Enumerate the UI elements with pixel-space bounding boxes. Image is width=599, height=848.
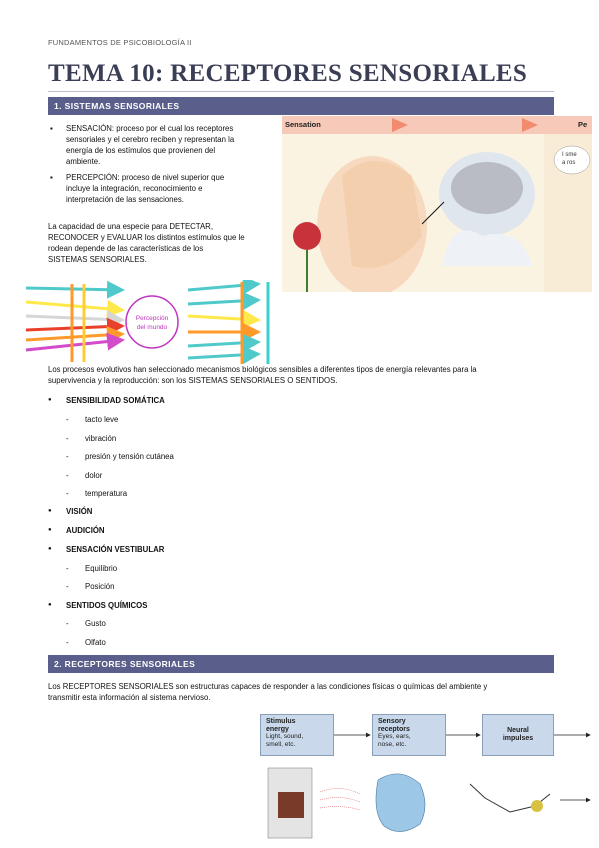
- sense-vision: ● VISIÓN: [66, 507, 92, 516]
- definition-line: ambiente.: [66, 157, 101, 166]
- flow-title: Stimulus: [266, 718, 296, 725]
- flow-sub: Light, sound,: [266, 733, 304, 740]
- definition-sensacion: [48, 123, 263, 167]
- page-title: TEMA 10: RECEPTORES SENSORIALES: [48, 60, 528, 87]
- paragraph-line: SISTEMAS SENSORIALES.: [48, 255, 147, 264]
- sensation-illustration: [282, 116, 592, 292]
- sub-sense: - Gusto: [85, 619, 106, 628]
- paragraph-line: Los RECEPTORES SENSORIALES son estructuras capaces de responder a las condiciones físicas o químicas del ambiente y: [48, 682, 488, 691]
- paragraph-line: rodean depende de las características de los: [48, 244, 204, 253]
- section-heading-1: 1. SISTEMAS SENSORIALES: [48, 97, 554, 115]
- sense-audition: ● AUDICIÓN: [66, 526, 105, 535]
- thought-bubble-text: [562, 151, 577, 167]
- paragraph-line: supervivencia y la reproducción: son los SISTEMAS SENSORIALES O SENTIDOS.: [48, 376, 338, 385]
- senses-list: [66, 396, 366, 656]
- section-heading-2: 2. RECEPTORES SENSORIALES: [48, 655, 554, 673]
- paragraph-line: La capacidad de una especie para DETECTAR,: [48, 222, 213, 231]
- perception-partial-label: Pe: [578, 120, 588, 129]
- perception-arrows-diagram: [22, 280, 282, 366]
- flow-title: impulses: [502, 734, 534, 742]
- paragraph-line: transmitir esta información al sistema nervioso.: [48, 693, 211, 702]
- sub-sense: - tacto leve: [85, 415, 118, 424]
- flow-illustration: [260, 714, 599, 848]
- sub-sense: - Equilibrio: [85, 564, 117, 573]
- definition-percepcion: [48, 172, 263, 205]
- sub-sense: - vibración: [85, 434, 116, 443]
- definition-line: sensoriales y el cerebro reciben y representan la: [66, 135, 235, 144]
- flow-title: Neural: [507, 727, 529, 734]
- definitions-list: [48, 123, 263, 205]
- paragraph-line: Los procesos evolutivos han seleccionado mecanismos biológicos sensibles a diferentes tipos de energía relevantes para la: [48, 365, 477, 374]
- sensation-label: Sensation: [285, 120, 321, 129]
- evolution-paragraph: [48, 364, 558, 386]
- title-divider: [48, 91, 554, 92]
- receptors-paragraph: [48, 681, 558, 703]
- flow-title: receptors: [378, 725, 410, 733]
- sub-sense: - Posición: [85, 582, 114, 591]
- sense-vestibular: ● SENSACIÓN VESTIBULAR: [66, 545, 164, 554]
- capacity-paragraph: [48, 221, 278, 265]
- bubble-line: a ros: [562, 160, 576, 166]
- flow-sub: smell, etc.: [266, 740, 296, 748]
- perception-label-2: del mundo: [136, 324, 168, 331]
- flow-sub: nose, etc.: [378, 740, 407, 748]
- definition-line: ▪ PERCEPCIÓN: proceso de nivel superior que: [66, 173, 225, 182]
- sub-sense: - presión y tensión cutánea: [85, 452, 174, 461]
- definition-line: energía de los estímulos que provienen del: [66, 146, 216, 155]
- definition-line: interpretación de las sensaciones.: [66, 195, 184, 204]
- paragraph-line: RECONOCER y EVALUAR los distintos estímulos que le: [48, 233, 245, 242]
- sub-sense: - dolor: [85, 471, 102, 480]
- sub-sense: - Olfato: [85, 638, 106, 647]
- sub-sense: - temperatura: [85, 489, 127, 498]
- course-name: FUNDAMENTOS DE PSICOBIOLOGÍA II: [48, 38, 192, 47]
- flow-title: Sensory: [378, 718, 406, 725]
- flow-title: energy: [266, 725, 289, 733]
- sensation-drawing: [282, 116, 592, 292]
- definition-line: ▪ SENSACIÓN: proceso por el cual los receptores: [66, 124, 234, 133]
- flow-sub: Eyes, ears,: [378, 733, 411, 740]
- perception-label-1: Percepción: [135, 315, 169, 322]
- definition-line: incluye la integración, reconocimiento e: [66, 184, 203, 193]
- sense-somatic: ● SENSIBILIDAD SOMÁTICA: [66, 396, 165, 405]
- bubble-line: I sme: [562, 152, 577, 158]
- sense-chemical: ● SENTIDOS QUÍMICOS: [66, 601, 147, 610]
